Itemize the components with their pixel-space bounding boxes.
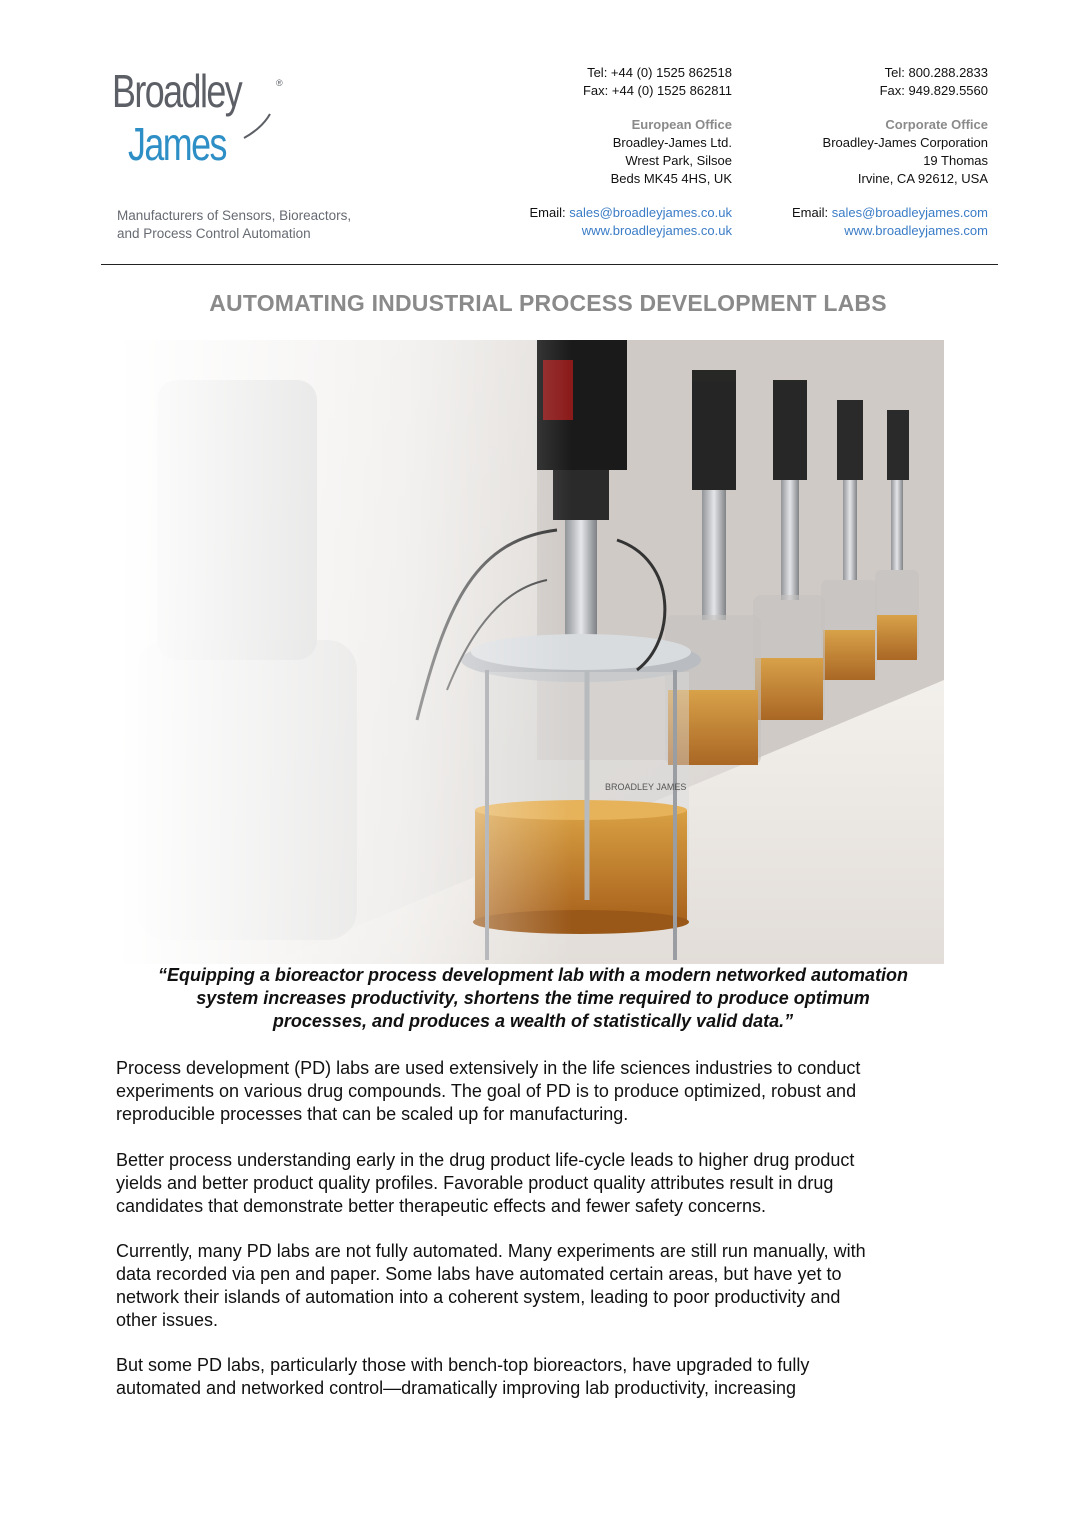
paragraph-line: other issues. [116,1310,219,1330]
pull-quote [100,964,966,1033]
us-email-label: Email: [792,205,832,220]
quote-line: system increases productivity, shortens the time required to produce optimum [196,988,870,1008]
body-paragraph [116,1057,966,1126]
paragraph-line: experiments on various drug compounds. The goal of PD is to produce optimized, robust and [116,1081,857,1101]
body-paragraph [116,1240,966,1332]
eu-email-line [529,204,732,222]
eu-address-line: Broadley-James Ltd. [612,135,732,150]
us-office-heading: Corporate Office [885,117,988,132]
us-address-line: 19 Thomas [923,153,988,168]
eu-fax: Fax: +44 (0) 1525 862811 [582,83,732,98]
eu-office-heading: European Office [631,117,732,132]
logo-word-james: James [128,118,226,170]
paragraph-line: candidates that demonstrate better therapeutic effects and fewer safety concerns. [116,1196,767,1216]
european-office-contact [529,64,732,240]
eu-email-link[interactable]: sales@broadleyjames.co.uk [569,205,732,220]
header-divider [101,264,998,265]
paragraph-line: data recorded via pen and paper. Some labs have automated certain areas, but have yet to [116,1264,842,1284]
paragraph-line: automated and networked control—dramatically improving lab productivity, increasing [116,1378,797,1398]
corporate-office-contact [792,64,988,240]
paragraph-line: Process development (PD) labs are used extensively in the life sciences industries to conduct [116,1058,861,1078]
us-email-line [792,204,988,222]
paragraph-line: reproducible processes that can be scaled up for manufacturing. [116,1104,629,1124]
eu-web-link[interactable]: www.broadleyjames.co.uk [581,223,732,238]
bioreactor-photo-illustration [117,340,944,964]
logo-registered-mark: ® [276,78,283,88]
page-title: AUTOMATING INDUSTRIAL PROCESS DEVELOPMENT LABS [209,290,887,316]
bioreactor-lab-photo [117,340,944,964]
paragraph-line: Better process understanding early in the drug product life-cycle leads to higher drug product [116,1150,855,1170]
us-web-link[interactable]: www.broadleyjames.com [844,223,988,238]
us-fax: Fax: 949.829.5560 [879,83,988,98]
eu-address-line: Beds MK45 4HS, UK [610,171,732,186]
tagline-line: and Process Control Automation [117,226,311,241]
body-paragraph [116,1149,966,1218]
tagline-line: Manufacturers of Sensors, Bioreactors, [117,208,352,223]
quote-line: processes, and produces a wealth of statistically valid data.” [272,1011,794,1031]
body-paragraph [116,1354,966,1400]
paragraph-line: network their islands of automation into a coherent system, leading to poor productivity and [116,1287,841,1307]
us-tel: Tel: 800.288.2833 [884,65,988,80]
logo-word-broadley: Broadley [112,65,242,117]
company-logo [112,65,312,188]
us-address-line: Broadley-James Corporation [822,135,988,150]
paragraph-line: Currently, many PD labs are not fully automated. Many experiments are still run manually, with [116,1241,866,1261]
paragraph-line: yields and better product quality profiles. Favorable product quality attributes result in drug [116,1173,834,1193]
quote-line: “Equipping a bioreactor process development lab with a modern networked automation [157,965,909,985]
eu-email-label: Email: [529,205,570,220]
us-address-line: Irvine, CA 92612, USA [857,171,988,186]
logo-swoosh-icon [112,65,312,188]
company-tagline [117,207,351,243]
us-email-link[interactable]: sales@broadleyjames.com [831,205,988,220]
eu-address-line: Wrest Park, Silsoe [625,153,732,168]
eu-tel: Tel: +44 (0) 1525 862518 [587,65,732,80]
paragraph-line: But some PD labs, particularly those with bench-top bioreactors, have upgraded to fully [116,1355,810,1375]
